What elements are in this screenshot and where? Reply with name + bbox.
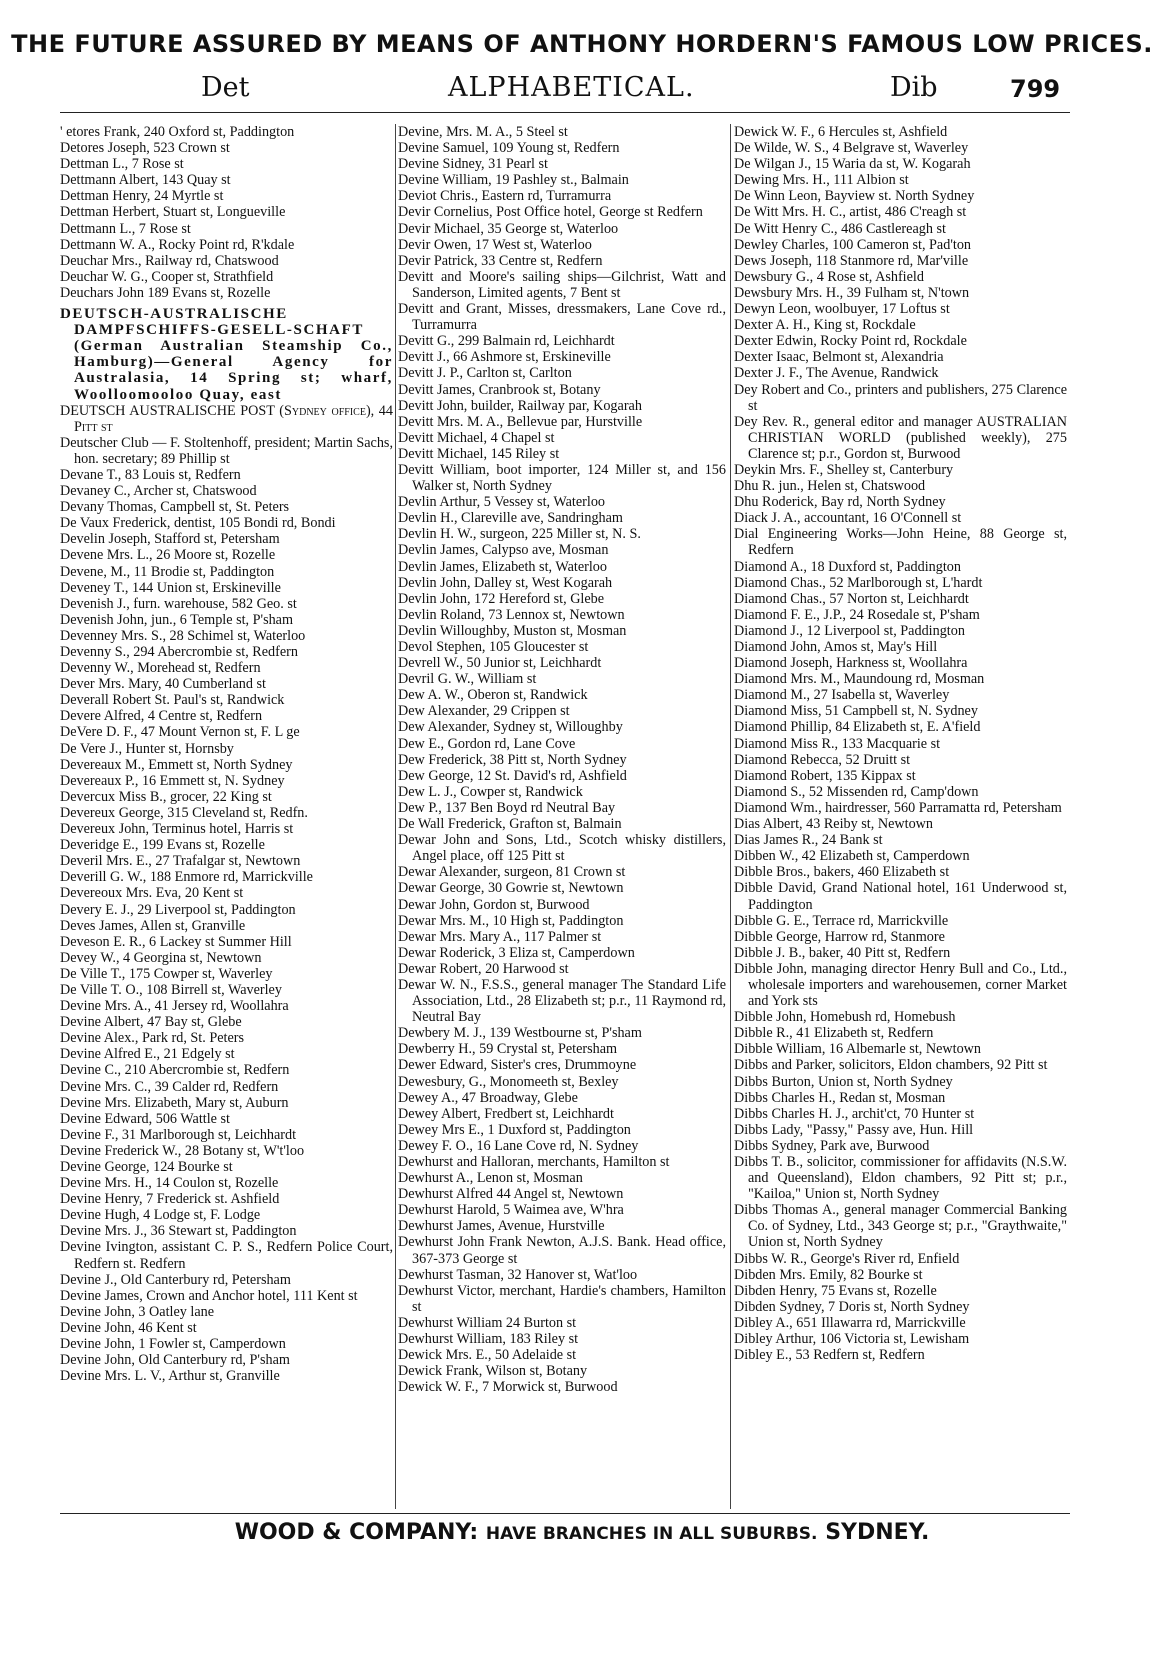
top-banner: THE FUTURE ASSURED BY MEANS OF ANTHONY HORDERN'S FAMOUS LOW PRICES.	[11, 30, 1153, 58]
directory-entry: Dibbs Burton, Union st, North Sydney	[734, 1073, 953, 1090]
guide-word-right: Dib	[890, 72, 938, 103]
directory-entry: Devereaux M., Emmett st, North Sydney	[60, 756, 293, 773]
column-3	[734, 124, 1067, 1363]
directory-entry: Dettmann Albert, 143 Quay st	[60, 172, 231, 189]
directory-entry: Dew Alexander, Sydney st, Willoughby	[398, 719, 623, 736]
running-head	[0, 72, 1164, 110]
directory-entry: Devenny S., 294 Abercrombie st, Redfern	[60, 644, 298, 660]
directory-entry: Dibble David, Grand National hotel, 161 Underwood st, Paddington	[734, 880, 1067, 913]
directory-entry: De Wilde, W. S., 4 Belgrave st, Waverley	[734, 140, 969, 157]
directory-entry: Deuchar W. G., Cooper st, Strathfield	[60, 268, 274, 285]
directory-entry: Dewar Mrs. M., 10 High st, Paddington	[398, 912, 624, 929]
column-divider	[730, 124, 731, 1509]
directory-entry: Dibbs T. B., solicitor, commissioner for affidavits (N.S.W. and Queensland), Eldon chambers, 92 Pitt st; p.r., "Kailoa," Union st, North Sydney	[734, 1154, 1067, 1203]
directory-entry: Deveridge E., 199 Evans st, Rozelle	[60, 837, 265, 854]
directory-entry: Devercux Miss B., grocer, 22 King st	[60, 788, 272, 805]
directory-entry: Dhu R. jun., Helen st, Chatswood	[734, 478, 926, 495]
directory-entry: Dew L. J., Cowper st, Randwick	[398, 783, 583, 800]
directory-entry: Dewar George, 30 Gowrie st, Newtown	[398, 880, 624, 897]
directory-entry: Devir Michael, 35 George st, Waterloo	[398, 220, 619, 237]
directory-entry: Dibble George, Harrow rd, Stanmore	[734, 928, 945, 945]
directory-entry: Devrell W., 50 Junior st, Leichhardt	[398, 655, 602, 672]
directory-entry: Diamond Phillip, 84 Elizabeth st, E. A'field	[734, 719, 981, 736]
directory-entry: Dewar Alexander, surgeon, 81 Crown st	[398, 864, 626, 881]
directory-entry: Dibble William, 16 Albemarle st, Newtown	[734, 1041, 982, 1058]
footer-rule	[60, 1513, 1070, 1514]
directory-entry: Devane T., 83 Louis st, Redfern	[60, 466, 241, 483]
directory-entry: Devine John, 46 Kent st	[60, 1319, 197, 1336]
directory-entry: Devine Mrs. L. V., Arthur st, Granville	[60, 1368, 280, 1385]
directory-entry: Dew P., 137 Ben Boyd rd Neutral Bay	[398, 799, 616, 816]
footer-company: WOOD & COMPANY:	[234, 1520, 479, 1545]
directory-entry: Dewhurst Victor, merchant, Hardie's chambers, Hamilton st	[398, 1282, 726, 1315]
directory-entry: Dews Joseph, 118 Stanmore rd, Mar'ville	[734, 252, 969, 269]
directory-entry: Devlin Willoughby, Muston st, Mosman	[398, 622, 627, 639]
directory-entry: DeVere D. F., 47 Mount Vernon st, F. L ge	[60, 724, 300, 741]
directory-entry: Devery E. J., 29 Liverpool st, Paddington	[60, 901, 296, 918]
directory-entry: Devlin James, Calypso ave, Mosman	[398, 542, 609, 559]
footer-city: SYDNEY.	[825, 1520, 930, 1545]
directory-entry: Devlin H., Clareville ave, Sandringham	[398, 510, 623, 527]
directory-entry: De Vere J., Hunter st, Hornsby	[60, 740, 234, 757]
directory-entry: Diamond John, Amos st, May's Hill	[734, 639, 938, 655]
directory-entry: Dexter Isaac, Belmont st, Alexandria	[734, 349, 944, 366]
directory-entry: Devine Albert, 47 Bay st, Glebe	[60, 1014, 242, 1031]
directory-entry: Dewey Mrs E., 1 Duxford st, Paddington	[398, 1121, 631, 1138]
directory-entry: Devitt John, builder, Railway par, Kogarah	[398, 397, 642, 414]
directory-entry: Dever Mrs. Mary, 40 Cumberland st	[60, 676, 266, 693]
directory-entry: Devereux George, 315 Cleveland st, Redfn.	[60, 804, 308, 821]
directory-entry: Diamond A., 18 Duxford st, Paddington	[734, 558, 961, 575]
directory-entry: Diamond M., 27 Isabella st, Waverley	[734, 687, 950, 704]
directory-entry: Dibley Arthur, 106 Victoria st, Lewisham	[734, 1331, 970, 1348]
directory-entry: Dewhurst William 24 Burton st	[398, 1314, 577, 1331]
directory-entry: Deuchar Mrs., Railway rd, Chatswood	[60, 252, 279, 269]
directory-entry: Devenish J., furn. warehouse, 582 Geo. st	[60, 595, 297, 612]
directory-entry: Detores Joseph, 523 Crown st	[60, 140, 230, 157]
directory-entry: Dewberry H., 59 Crystal st, Petersham	[398, 1041, 618, 1058]
directory-entry: Dewar John, Gordon st, Burwood	[398, 896, 590, 913]
directory-entry: De Witt Mrs. H. C., artist, 486 C'reagh st	[734, 204, 967, 221]
directory-entry: Deveril Mrs. E., 27 Trafalgar st, Newtown	[60, 853, 301, 870]
directory-entry: Diamond Miss, 51 Campbell st, N. Sydney	[734, 703, 978, 720]
directory-entry: Diack J. A., accountant, 16 O'Connell st	[734, 510, 962, 527]
directory-entry: Devine Henry, 7 Frederick st. Ashfield	[60, 1191, 280, 1208]
directory-entry: Dewing Mrs. H., 111 Albion st	[734, 172, 909, 189]
directory-entry: Dewer Edward, Sister's cres, Drummoyne	[398, 1057, 637, 1074]
directory-entry: Dew George, 12 St. David's rd, Ashfield	[398, 767, 627, 784]
directory-entry: Dewey Albert, Fredbert st, Leichhardt	[398, 1105, 614, 1122]
directory-entry: Dewhurst Harold, 5 Waimea ave, W'hra	[398, 1202, 624, 1219]
directory-entry: Dias James R., 24 Bank st	[734, 832, 883, 849]
directory-entry: Devitt J. P., Carlton st, Carlton	[398, 365, 572, 382]
directory-entry: Deves James, Allen st, Granville	[60, 917, 246, 934]
directory-entry: De Ville T. O., 108 Birrell st, Waverley	[60, 981, 282, 998]
directory-entry: Devine Mrs. C., 39 Calder rd, Redfern	[60, 1078, 279, 1095]
directory-entry: De Vaux Frederick, dentist, 105 Bondi rd, Bondi	[60, 515, 336, 532]
directory-entry: Dibble John, managing director Henry Bull and Co., Ltd., wholesale importers and warehousemen, corner Market and York sts	[734, 960, 1067, 1010]
directory-entry: Dew A. W., Oberon st, Randwick	[398, 687, 588, 704]
directory-entry: Dettmann L., 7 Rose st	[60, 220, 191, 237]
directory-entry: DEUTSCH-AUSTRALISCHE DAMPFSCHIFFS-GESELL-SCHAFT (German Australian Steamship Co., Hamburg)—General Agency for Australasia, 14 Spring st; wharf, Woolloomooloo Quay, east	[60, 306, 393, 403]
directory-entry: Dewar John and Sons, Ltd., Scotch whisky distillers, Angel place, off 125 Pitt st	[398, 832, 726, 865]
directory-entry: DEUTSCH AUSTRALISCHE POST (Sydney office), 44 Pitt st	[60, 402, 393, 435]
directory-entry: Devenney Mrs. S., 28 Schimel st, Waterloo	[60, 627, 306, 644]
directory-entry: Devitt Michael, 145 Riley st	[398, 445, 560, 462]
directory-entry: ' etores Frank, 240 Oxford st, Paddington	[60, 124, 295, 140]
directory-entry: Dey Rev. R., general editor and manager AUSTRALIAN CHRISTIAN WORLD (published weekly), 275 Clarence st; p.r., Gordon st, Burwood	[734, 413, 1067, 462]
directory-entry: Devine John, 3 Oatley lane	[60, 1303, 215, 1320]
directory-entry: Diamond Chas., 57 Norton st, Leichhardt	[734, 590, 969, 607]
directory-entry: Devine George, 124 Bourke st	[60, 1159, 233, 1175]
directory-entry: Devril G. W., William st	[398, 671, 537, 688]
directory-entry: Dibbs and Parker, solicitors, Eldon chambers, 92 Pitt st	[734, 1057, 1048, 1074]
directory-entry: Dewley Charles, 100 Cameron st, Pad'ton	[734, 236, 972, 253]
directory-entry: Diamond Robert, 135 Kippax st	[734, 767, 916, 784]
directory-entry: Devine J., Old Canterbury rd, Petersham	[60, 1271, 291, 1288]
directory-entry: Devir Patrick, 33 Centre st, Redfern	[398, 252, 603, 269]
directory-entry: Devine Edward, 506 Wattle st	[60, 1110, 230, 1127]
directory-entry: Devine Mrs. A., 41 Jersey rd, Woollahra	[60, 998, 289, 1015]
directory-entry: Devitt Mrs. M. A., Bellevue par, Hurstville	[398, 413, 643, 430]
directory-entry: Devine William, 19 Pashley st., Balmain	[398, 172, 629, 189]
directory-entry: Dibbs Thomas A., general manager Commercial Banking Co. of Sydney, Ltd., 343 George st; p.r., "Graythwaite," Union st, North Sydney	[734, 1202, 1067, 1251]
directory-entry: Devene, M., 11 Brodie st, Paddington	[60, 563, 275, 580]
directory-entry: Devine Mrs. Elizabeth, Mary st, Auburn	[60, 1094, 289, 1111]
directory-entry: Dettman Henry, 24 Myrtle st	[60, 188, 224, 205]
directory-entry: De Wilgan J., 15 Waria da st, W. Kogarah	[734, 156, 971, 173]
directory-entry: Diamond Mrs. M., Maundoung rd, Mosman	[734, 671, 985, 688]
directory-entry: Diamond J., 12 Liverpool st, Paddington	[734, 622, 965, 639]
directory-entry: Diamond Rebecca, 52 Druitt st	[734, 751, 911, 768]
directory-entry: Diamond S., 52 Missenden rd, Camp'down	[734, 783, 979, 800]
directory-entry: Dewhurst and Halloran, merchants, Hamilton st	[398, 1154, 670, 1170]
directory-entry: Deveson E. R., 6 Lackey st Summer Hill	[60, 933, 292, 950]
directory-entry: Dew Frederick, 38 Pitt st, North Sydney	[398, 751, 627, 768]
directory-entry: Devereoux Mrs. Eva, 20 Kent st	[60, 885, 244, 902]
directory-entry: Diamond Wm., hairdresser, 560 Parramatta rd, Petersham	[734, 799, 1062, 816]
directory-entry: Devitt Michael, 4 Chapel st	[398, 429, 555, 446]
directory-entry: Dewick Mrs. E., 50 Adelaide st	[398, 1347, 577, 1364]
directory-entry: Devitt and Grant, Misses, dressmakers, Lane Cove rd., Turramurra	[398, 301, 726, 334]
directory-entry: Devlin Roland, 73 Lennox st, Newtown	[398, 606, 625, 623]
directory-entry: Dibbs Charles H., Redan st, Mosman	[734, 1089, 946, 1106]
directory-entry: Devereux John, Terminus hotel, Harris st	[60, 821, 294, 838]
directory-entry: Dewey F. O., 16 Lane Cove rd, N. Sydney	[398, 1137, 639, 1154]
directory-entry: Dey Robert and Co., printers and publishers, 275 Clarence st	[734, 381, 1067, 414]
directory-entry: Dial Engineering Works—John Heine, 88 George st, Redfern	[734, 526, 1067, 559]
directory-entry: Devine Mrs. J., 36 Stewart st, Paddington	[60, 1223, 297, 1240]
directory-entry: Devene Mrs. L., 26 Moore st, Rozelle	[60, 547, 276, 564]
directory-entry: Dewsbury G., 4 Rose st, Ashfield	[734, 268, 924, 285]
directory-entry: Deykin Mrs. F., Shelley st, Canterbury	[734, 461, 954, 478]
directory-entry: Devine Samuel, 109 Young st, Redfern	[398, 140, 620, 157]
directory-entry: Devine John, Old Canterbury rd, P'sham	[60, 1352, 290, 1369]
directory-entry: Dibley A., 651 Illawarra rd, Marrickville	[734, 1314, 966, 1331]
directory-entry: Dhu Roderick, Bay rd, North Sydney	[734, 494, 946, 511]
directory-entry: Dettman L., 7 Rose st	[60, 156, 184, 173]
directory-entry: Devenish John, jun., 6 Temple st, P'sham	[60, 611, 294, 628]
directory-entry: Dewyn Leon, woolbuyer, 17 Loftus st	[734, 301, 950, 318]
directory-entry: De Witt Henry C., 486 Castlereagh st	[734, 220, 946, 237]
directory-columns	[60, 124, 1070, 1509]
directory-entry: Dibden Mrs. Emily, 82 Bourke st	[734, 1266, 923, 1283]
directory-entry: Dewesbury, G., Monomeeth st, Bexley	[398, 1073, 619, 1090]
directory-entry: Dewbery M. J., 139 Westbourne st, P'sham	[398, 1025, 642, 1042]
directory-entry: Dewick Frank, Wilson st, Botany	[398, 1363, 588, 1380]
directory-entry: De Ville T., 175 Cowper st, Waverley	[60, 965, 273, 982]
directory-entry: Devine Hugh, 4 Lodge st, F. Lodge	[60, 1207, 261, 1224]
directory-entry: Dibbs Sydney, Park ave, Burwood	[734, 1137, 930, 1154]
directory-entry: Devine Sidney, 31 Pearl st	[398, 156, 548, 173]
directory-entry: Dibley E., 53 Redfern st, Redfern	[734, 1347, 925, 1364]
directory-entry: Devlin John, Dalley st, West Kogarah	[398, 574, 613, 591]
directory-entry: Devine John, 1 Fowler st, Camperdown	[60, 1336, 286, 1353]
directory-entry: Devir Owen, 17 West st, Waterloo	[398, 236, 592, 253]
directory-entry: Deuchars John 189 Evans st, Rozelle	[60, 284, 271, 301]
directory-entry: Devlin John, 172 Hereford st, Glebe	[398, 590, 605, 607]
directory-entry: Dewar Roderick, 3 Eliza st, Camperdown	[398, 944, 635, 961]
directory-entry: Dibden Sydney, 7 Doris st, North Sydney	[734, 1298, 970, 1315]
directory-entry: Dibble J. B., baker, 40 Pitt st, Redfern	[734, 944, 951, 961]
directory-entry: Dias Albert, 43 Reiby st, Newtown	[734, 816, 933, 833]
directory-entry: Devitt G., 299 Balmain rd, Leichhardt	[398, 333, 615, 350]
directory-entry: Dewhurst Tasman, 32 Hanover st, Wat'loo	[398, 1266, 638, 1283]
directory-entry: Deviot Chris., Eastern rd, Turramurra	[398, 188, 612, 205]
directory-entry: Dexter A. H., King st, Rockdale	[734, 317, 916, 334]
directory-entry: Devol Stephen, 105 Gloucester st	[398, 639, 589, 655]
directory-entry: Devany Thomas, Campbell st, St. Peters	[60, 499, 290, 516]
directory-entry: Devitt James, Cranbrook st, Botany	[398, 381, 601, 398]
column-divider	[395, 124, 396, 1509]
directory-entry: Dibben W., 42 Elizabeth st, Camperdown	[734, 848, 970, 865]
directory-entry: Devereaux P., 16 Emmett st, N. Sydney	[60, 772, 285, 789]
directory-entry: Dibble John, Homebush rd, Homebush	[734, 1009, 956, 1026]
directory-entry: Dettmann W. A., Rocky Point rd, R'kdale	[60, 236, 295, 253]
directory-entry: Diamond Joseph, Harkness st, Woollahra	[734, 655, 968, 672]
directory-entry: Dewhurst William, 183 Riley st	[398, 1331, 579, 1348]
directory-entry: Deverall Robert St. Paul's st, Randwick	[60, 692, 285, 709]
directory-entry: Dewhurst John Frank Newton, A.J.S. Bank. Head office, 367-373 George st	[398, 1234, 726, 1267]
header-rule	[60, 112, 1070, 113]
directory-entry: Dibble Bros., bakers, 460 Elizabeth st	[734, 864, 950, 881]
directory-entry: De Winn Leon, Bayview st. North Sydney	[734, 188, 975, 205]
directory-entry: Dew Alexander, 29 Crippen st	[398, 703, 570, 720]
directory-entry: Diamond Chas., 52 Marlborough st, L'hardt	[734, 574, 983, 591]
directory-entry: Dettman Herbert, Stuart st, Longueville	[60, 204, 286, 221]
directory-entry: Deutscher Club — F. Stoltenhoff, president; Martin Sachs, hon. secretary; 89 Phillip st	[60, 434, 393, 467]
directory-entry: Devaney C., Archer st, Chatswood	[60, 483, 257, 500]
column-1	[60, 124, 393, 1384]
directory-entry: Dewick W. F., 7 Morwick st, Burwood	[398, 1379, 618, 1396]
directory-entry: Diamond F. E., J.P., 24 Rosedale st, P'sham	[734, 606, 980, 623]
footer-tagline: HAVE BRANCHES IN ALL SUBURBS.	[485, 1524, 818, 1544]
directory-entry: Devey W., 4 Georgina st, Newtown	[60, 949, 262, 966]
directory-entry: Dibden Henry, 75 Evans st, Rozelle	[734, 1282, 937, 1299]
directory-entry: Devlin Arthur, 5 Vessey st, Waterloo	[398, 494, 606, 511]
directory-entry: Devere Alfred, 4 Centre st, Redfern	[60, 708, 263, 725]
directory-entry: Devine F., 31 Marlborough st, Leichhardt	[60, 1126, 297, 1143]
directory-entry: Devir Cornelius, Post Office hotel, George st Redfern	[398, 204, 703, 221]
directory-entry: Dibble R., 41 Elizabeth st, Redfern	[734, 1025, 934, 1042]
directory-entry: Devine Alfred E., 21 Edgely st	[60, 1046, 235, 1063]
directory-entry: Dexter Edwin, Rocky Point rd, Rockdale	[734, 333, 967, 350]
directory-entry: Dibbs Lady, "Passy," Passy ave, Hun. Hill	[734, 1121, 974, 1138]
page-title: ALPHABETICAL.	[448, 72, 695, 103]
directory-entry: Dewhurst James, Avenue, Hurstville	[398, 1218, 605, 1235]
directory-entry: Dewar Mrs. Mary A., 117 Palmer st	[398, 928, 602, 945]
directory-entry: Devlin James, Elizabeth st, Waterloo	[398, 558, 607, 575]
directory-entry: Devine Mrs. H., 14 Coulon st, Rozelle	[60, 1175, 279, 1192]
directory-entry: Devlin H. W., surgeon, 225 Miller st, N. S.	[398, 526, 641, 543]
directory-entry: Dewick W. F., 6 Hercules st, Ashfield	[734, 124, 948, 140]
directory-entry: Devitt William, boot importer, 124 Miller st, and 156 Walker st, North Sydney	[398, 461, 726, 495]
page-number: 799	[1010, 75, 1061, 103]
directory-entry: Devine Alex., Park rd, St. Peters	[60, 1030, 245, 1047]
directory-entry: Dewhurst A., Lenon st, Mosman	[398, 1170, 583, 1187]
directory-entry: Dewar Robert, 20 Harwood st	[398, 960, 569, 977]
directory-entry: Devine C., 210 Abercrombie st, Redfern	[60, 1062, 290, 1079]
directory-entry: Develin Joseph, Stafford st, Petersham	[60, 531, 280, 548]
directory-entry: Devenny W., Morehead st, Redfern	[60, 660, 261, 677]
directory-entry: De Wall Frederick, Grafton st, Balmain	[398, 816, 622, 833]
bottom-banner	[0, 1520, 1164, 1545]
directory-entry: Dewey A., 47 Broadway, Glebe	[398, 1089, 578, 1106]
directory-entry: Dibble G. E., Terrace rd, Marrickville	[734, 912, 949, 929]
directory-entry: Dewar W. N., F.S.S., general manager The Standard Life Association, Ltd., 28 Elizabeth st; p.r., 11 Raymond rd, Neutral Bay	[398, 976, 726, 1026]
directory-entry: Devine Frederick W., 28 Botany st, W't'loo	[60, 1142, 305, 1159]
column-2	[398, 124, 726, 1395]
directory-entry: Devitt and Moore's sailing ships—Gilchrist, Watt and Sanderson, Limited agents, 7 Bent st	[398, 268, 726, 301]
directory-entry: Devine, Mrs. M. A., 5 Steel st	[398, 124, 568, 140]
directory-entry: Devine Ivington, assistant C. P. S., Redfern Police Court, Redfern st. Redfern	[60, 1239, 393, 1272]
directory-entry: Devine James, Crown and Anchor hotel, 111 Kent st	[60, 1287, 358, 1304]
directory-entry: Diamond Miss R., 133 Macquarie st	[734, 735, 941, 752]
directory-entry: Dew E., Gordon rd, Lane Cove	[398, 735, 576, 752]
guide-word-left: Det	[201, 72, 250, 103]
directory-entry: Devitt J., 66 Ashmore st, Erskineville	[398, 349, 611, 366]
directory-entry: Dibbs Charles H. J., archit'ct, 70 Hunter st	[734, 1105, 975, 1122]
directory-entry: Dibbs W. R., George's River rd, Enfield	[734, 1250, 960, 1267]
directory-entry: Deveney T., 144 Union st, Erskineville	[60, 579, 281, 596]
directory-entry: Dewsbury Mrs. H., 39 Fulham st, N'town	[734, 284, 970, 301]
directory-entry: Deverill G. W., 188 Enmore rd, Marrickville	[60, 869, 313, 886]
directory-entry: Dewhurst Alfred 44 Angel st, Newtown	[398, 1186, 624, 1203]
directory-entry: Dexter J. F., The Avenue, Randwick	[734, 365, 939, 382]
